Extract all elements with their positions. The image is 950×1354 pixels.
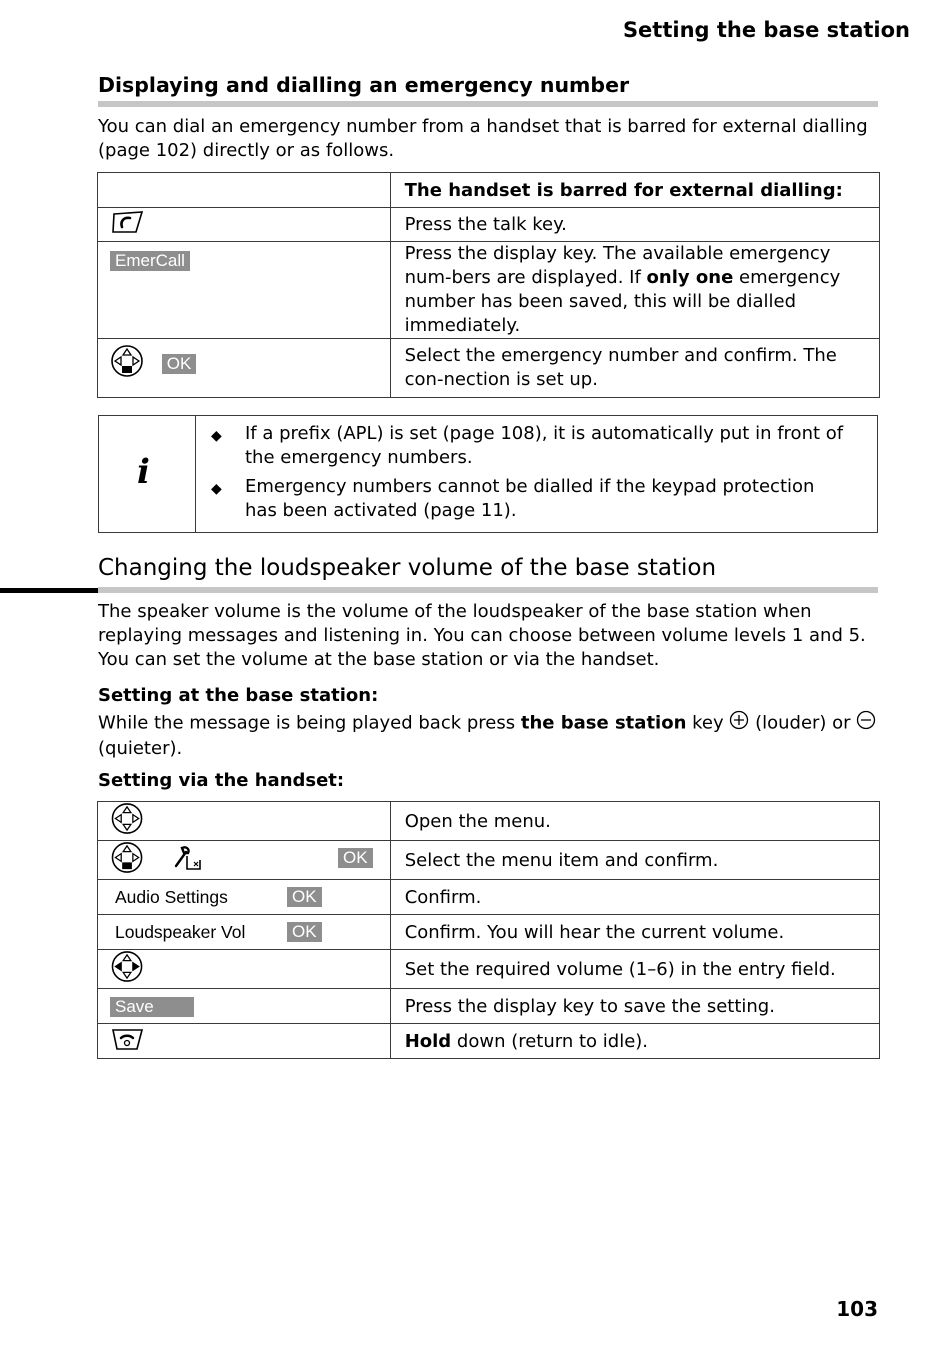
base-instructions: [98, 710, 888, 761]
info-divider: [195, 416, 196, 532]
table-row: [98, 880, 880, 915]
emergency-steps-table: [97, 172, 880, 398]
step-text: Press the talk key.: [390, 208, 879, 242]
volume-intro: The speaker volume is the volume of the loudspeaker of the base station when replaying messages and listening in. You can choose between volume levels 1 and 5. You can set the volume at the base station or via the handset.: [98, 601, 866, 670]
key-cell: [98, 802, 391, 841]
key-cell: [98, 950, 391, 989]
key-cell: [98, 841, 391, 880]
section-marker: [0, 588, 98, 593]
info-box: [98, 415, 878, 533]
plus-key-icon: [729, 710, 749, 737]
minus-key-icon: [856, 710, 876, 737]
table-row: [98, 208, 880, 242]
bullet-text: Emergency numbers cannot be dialled if the keypad protection has been activated (page 11).: [245, 476, 815, 521]
info-icon: i: [137, 452, 150, 492]
heading-rule: [98, 587, 878, 593]
table-header: The handset is barred for external dialling:: [390, 173, 879, 208]
talk-key-icon: [110, 209, 146, 240]
step-text: [390, 242, 879, 339]
ok-display-key: OK: [287, 887, 322, 907]
settings-menu-icon: [170, 844, 204, 877]
table-row: [98, 802, 880, 841]
table-row: [98, 915, 880, 950]
emercall-display-key: EmerCall: [110, 251, 190, 271]
table-row: [98, 950, 880, 989]
control-key-icon: [110, 841, 146, 879]
subheading-handset: Setting via the handset:: [98, 770, 345, 791]
key-cell: [98, 915, 391, 950]
handset-steps-table: [97, 801, 880, 1059]
subheading-base: Setting at the base station:: [98, 685, 379, 706]
step-text-part: down (return to idle).: [451, 1030, 649, 1052]
step-text-part: Press the display key. The available emergency num-bers are displayed. If: [404, 243, 831, 288]
info-bullet: [211, 475, 851, 523]
empty-cell: [98, 173, 391, 208]
step-text: Confirm.: [390, 880, 879, 915]
running-header: Setting the base station: [622, 18, 910, 42]
key-cell: [98, 1024, 391, 1059]
step-text: Select the menu item and confirm.: [390, 841, 879, 880]
control-key-icon: [110, 344, 146, 383]
section-heading-volume: Changing the loudspeaker volume of the base station: [98, 555, 717, 581]
control-key-icon: [110, 950, 146, 988]
section-heading-emergency: Displaying and dialling an emergency number: [98, 73, 630, 97]
menu-item-audio-settings: Audio Settings: [115, 886, 228, 907]
step-text: Select the emergency number and confirm. The con-nection is set up.: [390, 339, 879, 398]
emergency-intro: You can dial an emergency number from a handset that is barred for external dialling (page 102) directly or as follows.: [98, 116, 868, 161]
key-cell: [98, 339, 391, 398]
key-cell: [98, 242, 391, 339]
bullet-text: If a prefix (APL) is set (page 108), it is automatically put in front of the emergency numbers.: [245, 423, 844, 468]
step-text: Set the required volume (1–6) in the entry field.: [390, 950, 879, 989]
step-text: [390, 1024, 879, 1059]
ok-display-key: OK: [287, 922, 322, 942]
save-display-key: Save: [110, 997, 194, 1017]
table-row: [98, 841, 880, 880]
bullet-diamond-icon: ◆: [211, 428, 222, 444]
table-row: [98, 1024, 880, 1059]
step-text-part: emergency number has been saved, this will be dialled immediately.: [404, 267, 841, 336]
text-part: key: [686, 712, 730, 734]
menu-item-loudspeaker-vol: Loudspeaker Vol: [115, 921, 246, 942]
table-row: [98, 989, 880, 1024]
end-call-key-icon: [110, 1026, 146, 1057]
step-text: Open the menu.: [390, 802, 879, 841]
text-bold: the base station: [520, 712, 687, 734]
step-text-bold: Hold: [404, 1030, 452, 1052]
table-header-row: [98, 173, 880, 208]
key-cell: [98, 208, 391, 242]
table-row: [98, 339, 880, 398]
key-cell: [98, 880, 391, 915]
ok-display-key: OK: [162, 354, 197, 374]
step-text: Confirm. You will hear the current volume.: [390, 915, 879, 950]
table-row: [98, 242, 880, 339]
text-part: While the message is being played back press: [98, 712, 521, 734]
control-key-icon: [110, 802, 146, 840]
key-cell: [98, 989, 391, 1024]
info-bullet: [211, 422, 851, 470]
step-text-bold: only one: [646, 267, 734, 288]
ok-display-key: OK: [338, 848, 373, 868]
text-part: (quieter).: [98, 738, 183, 759]
bullet-diamond-icon: ◆: [211, 481, 222, 497]
heading-rule: [98, 101, 878, 107]
text-part: (louder) or: [749, 712, 857, 734]
step-text: Press the display key to save the setting.: [390, 989, 879, 1024]
page-number: 103: [836, 1297, 878, 1321]
